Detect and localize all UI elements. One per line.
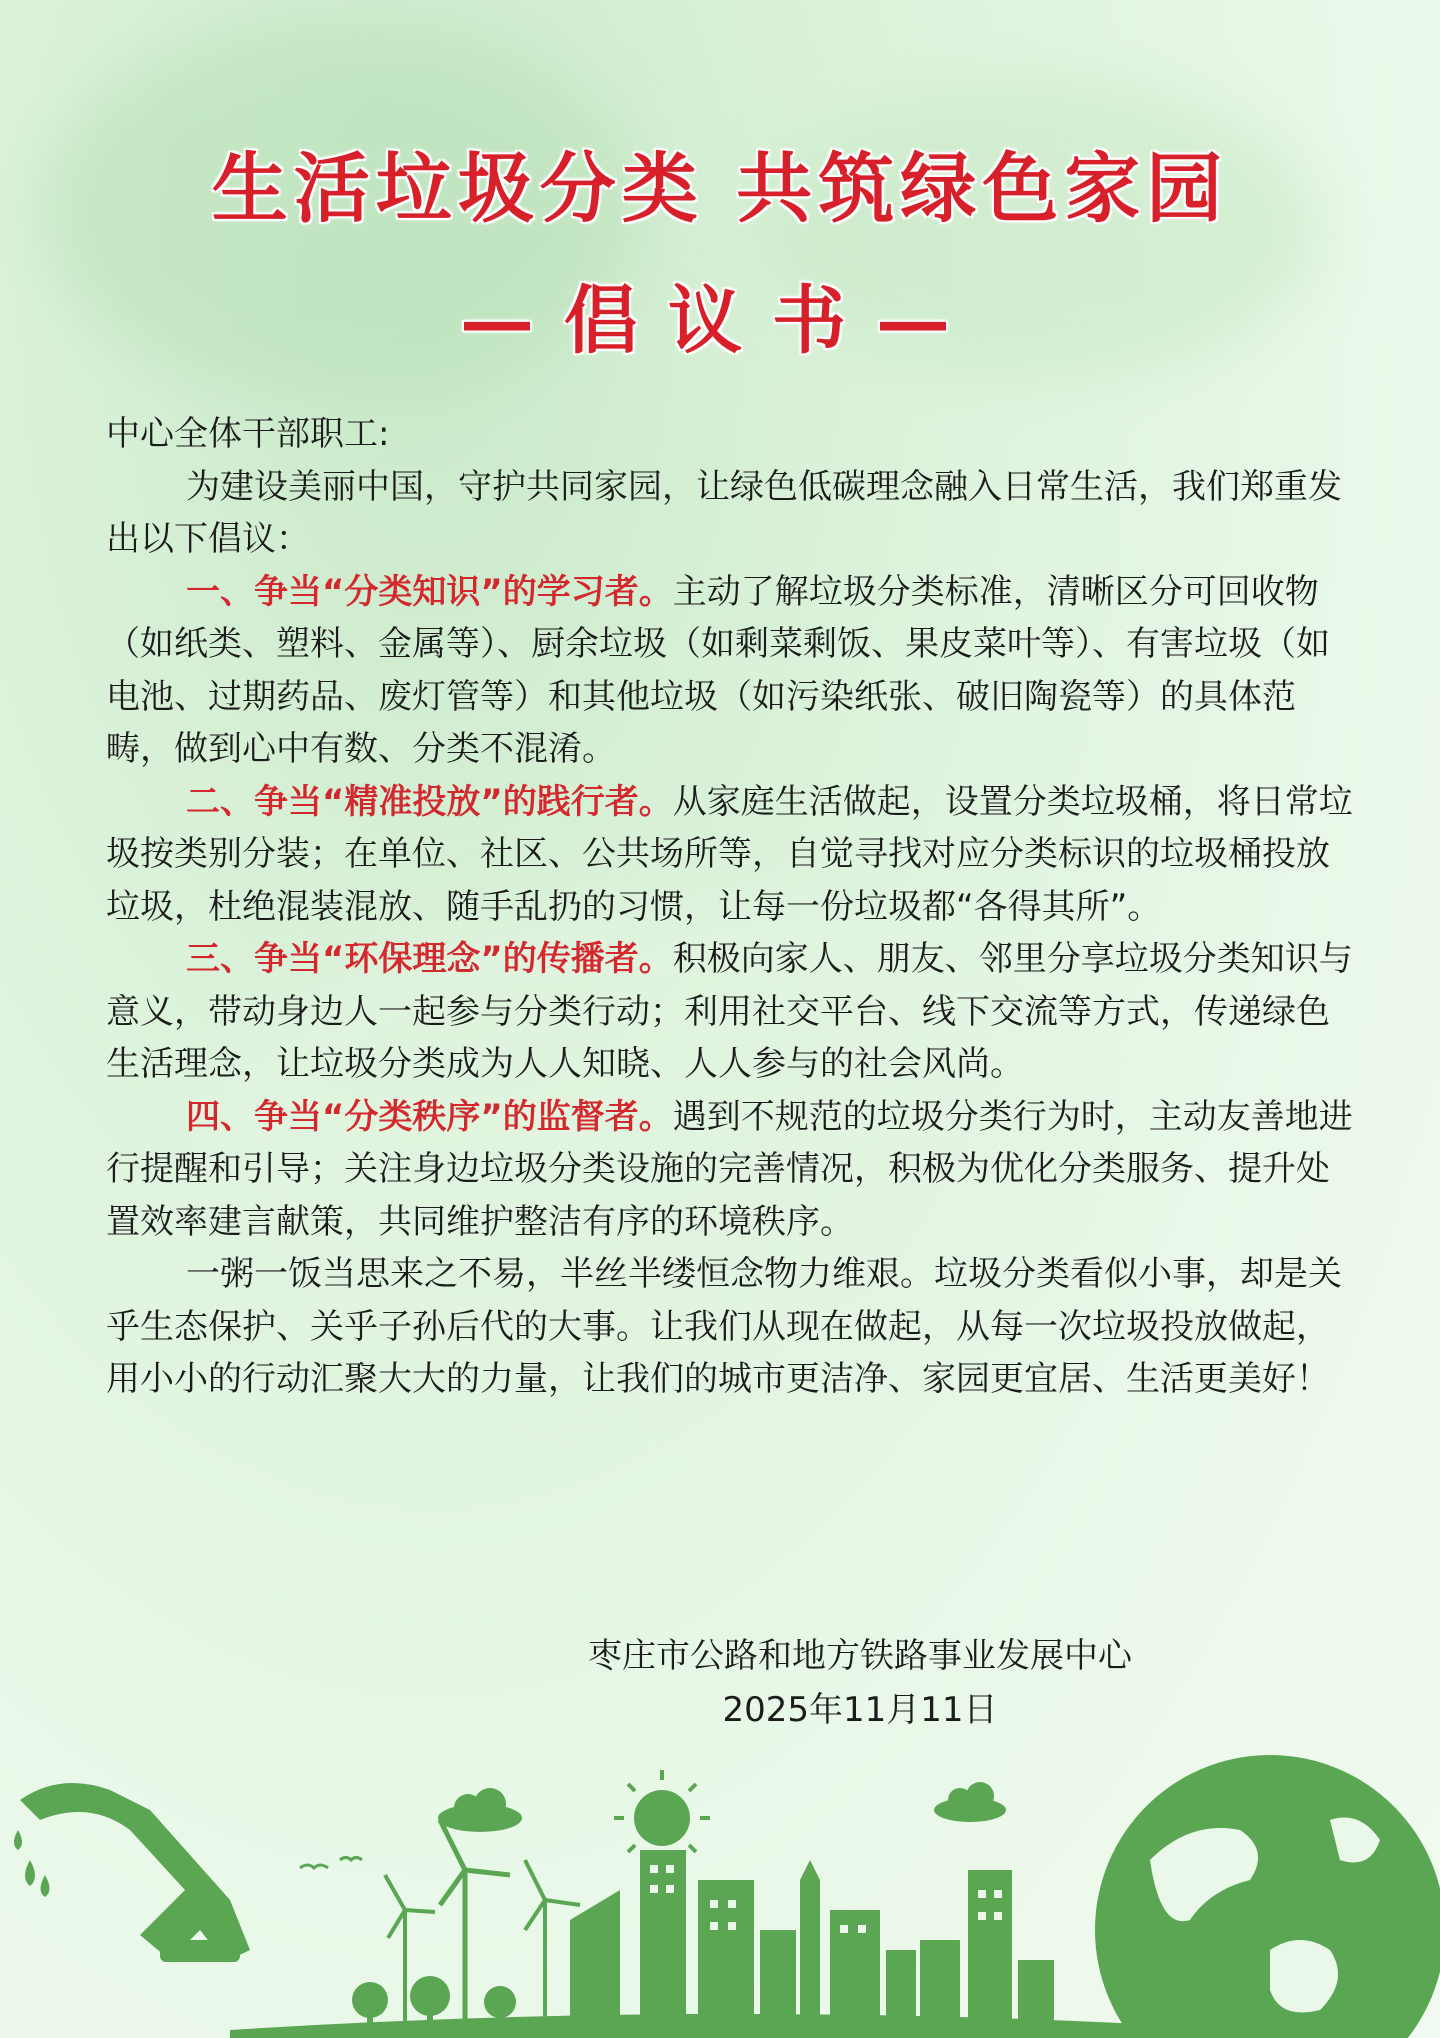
closing-paragraph: 一粥一饭当思来之不易，半丝半缕恒念物力维艰。垃圾分类看似小事，却是关乎生态保护、关乎子孙后代的大事。让我们从现在做起，从每一次垃圾投放做起，用小小的行动汇聚大大的力量，让我们的城市更洁净、家园更宜居、生活更美好！ <box>106 1254 1342 1399</box>
green-city-illustration <box>0 1700 1440 2038</box>
proposal-text: 遇到不规范的垃圾分类行为时，主动友善地进行提醒和引导；关注身边垃圾分类设施的完善情况，积极为优化分类服务、提升处置效率建言献策，共同维护整洁有序的环境秩序。 <box>106 1096 1353 1242</box>
proposal-text: 主动了解垃圾分类标准，清晰区分可回收物（如纸类、塑料、金属等）、厨余垃圾（如剩菜剩饭、果皮菜叶等）、有害垃圾（如电池、过期药品、废灯管等）和其他垃圾（如污染纸张、破旧陶瓷等）的具体范畴，做到心中有数、分类不混淆。 <box>106 571 1330 769</box>
proposal-heading: 三、争当“环保理念”的传播者。 <box>186 939 673 979</box>
cloud-icon <box>934 1782 1006 1822</box>
fuel-nozzle-icon <box>14 1783 250 1962</box>
intro-paragraph: 为建设美丽中国，守护共同家园，让绿色低碳理念融入日常生活，我们郑重发出以下倡议： <box>106 466 1342 559</box>
proposal-item-4 <box>106 1091 1356 1249</box>
letter-body <box>106 408 1356 1406</box>
proposal-heading: 四、争当“分类秩序”的监督者。 <box>186 1096 673 1137</box>
proposal-text: 从家庭生活做起，设置分类垃圾桶，将日常垃圾按类别分装；在单位、社区、公共场所等，自觉寻找对应分类标识的垃圾桶投放垃圾，杜绝混装混放、随手乱扔的习惯，让每一份垃圾都“各得其所”。 <box>106 781 1353 927</box>
signature-date: 2025年11月11日 <box>722 1690 998 1730</box>
water-drop-icon <box>41 1875 50 1897</box>
poster-title: 生活垃圾分类 共筑绿色家园 <box>211 144 1229 233</box>
proposal-text: 积极向家人、朋友、邻里分享垃圾分类知识与意义，带动身边人一起参与分类行动；利用社交平台、线下交流等方式，传递绿色生活理念，让垃圾分类成为人人知晓、人人参与的社会风尚。 <box>106 939 1353 1084</box>
cloud-icon <box>438 1788 522 1832</box>
proposal-item-3 <box>106 933 1356 1091</box>
salutation: 中心全体干部职工: <box>106 414 390 454</box>
globe-icon <box>1095 1755 1440 2038</box>
proposal-item-1 <box>106 566 1356 776</box>
poster-subtitle: —倡议书— <box>460 278 980 364</box>
proposal-heading: 二、争当“精准投放”的践行者。 <box>186 781 673 822</box>
proposal-heading: 一、争当“分类知识”的学习者。 <box>186 571 673 612</box>
proposal-item-2 <box>106 776 1356 934</box>
city-skyline-icon <box>570 1850 1054 2030</box>
signature-organization: 枣庄市公路和地方铁路事业发展中心 <box>588 1636 1132 1676</box>
